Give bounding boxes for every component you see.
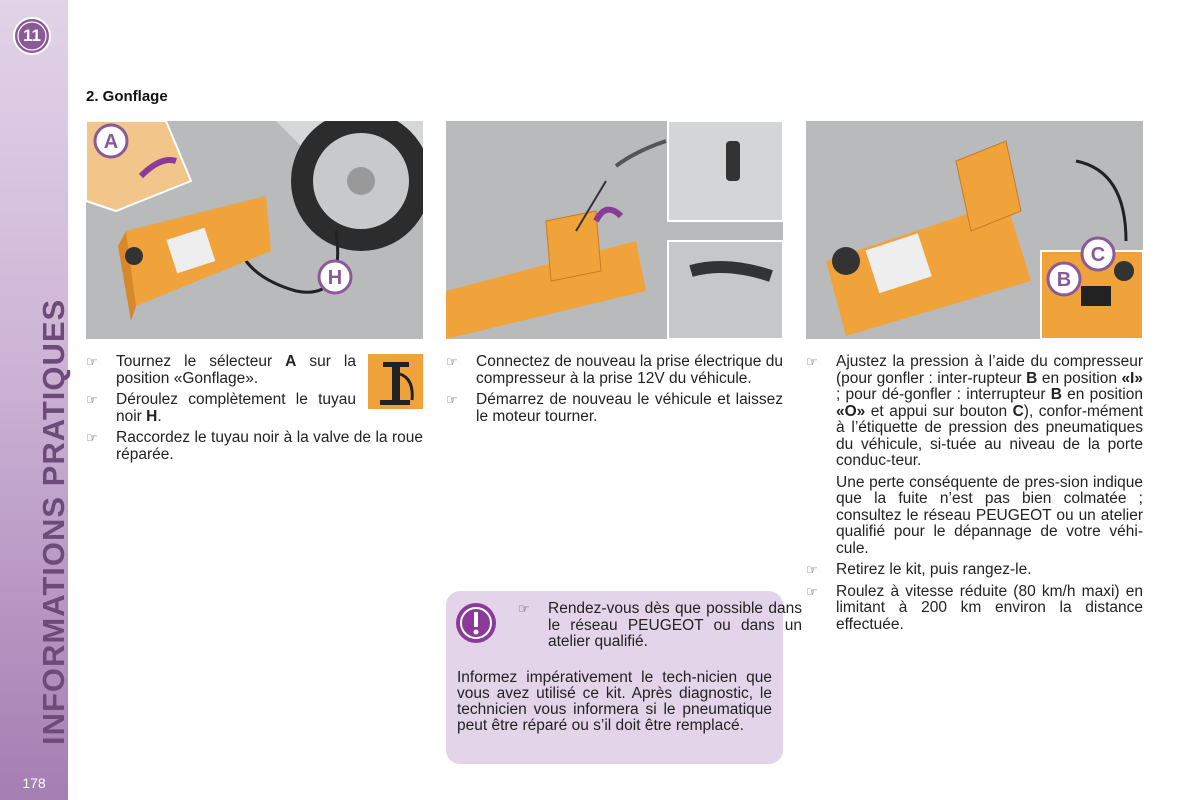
instruction-valve: ☞ Raccordez le tuyau noir à la valve de la roue réparée. — [86, 429, 423, 463]
bullet-icon: ☞ — [86, 354, 98, 369]
instruction-pressure: ☞ Ajustez la pression à l’aide du compresseur (pour gonfler : inter-rupteur B en position «I» ; pour dé-gonfler : interrupteur B en position «O» et appui sur bouton C), confor-mément à l’étiquette de pression des pneumatiques du véhicule, si-tuée au niveau de la porte conduc-teur. — [806, 353, 1143, 469]
pressure-loss-note: Une perte conséquente de pres-sion indique que la fuite n’est pas bien colmatée ; consultez le réseau PEUGEOT ou un atelier qualifié pour le dépannage de votre véhi-cule. — [836, 473, 1143, 557]
bullet-icon: ☞ — [806, 562, 818, 577]
instruction-plug: ☞ Connectez de nouveau la prise électrique du compresseur à la prise 12V du véhicule. — [446, 353, 783, 387]
chapter-sidebar — [0, 0, 71, 800]
column-3 — [806, 354, 1143, 638]
column-2 — [446, 354, 783, 430]
chapter-number: 11 — [23, 26, 41, 45]
compressor-plug-illustration — [446, 121, 783, 339]
label-a: A — [103, 131, 119, 153]
warning-icon — [454, 601, 498, 645]
note-bullet: ☞ Rendez-vous dès que possible dans le réseau PEUGEOT ou dans un atelier qualifié. — [518, 600, 802, 650]
column-1 — [86, 354, 423, 468]
bullet-icon: ☞ — [86, 430, 98, 445]
instruction-hose: ☞ Déroulez complètement le tuyau noir H. — [86, 391, 356, 425]
instruction-drive-slow: ☞ Roulez à vitesse réduite (80 km/h maxi) en limitant à 200 km environ la distance effectuée. — [806, 582, 1143, 633]
chapter-badge — [12, 16, 52, 56]
bullet-icon: ☞ — [86, 392, 98, 407]
instruction-store-kit: ☞ Retirez le kit, puis rangez-le. — [806, 561, 1032, 578]
page-number: 178 — [22, 775, 46, 791]
instruction-engine: ☞ Démarrez de nouveau le véhicule et laissez le moteur tourner. — [446, 391, 783, 425]
bullet-icon: ☞ — [518, 601, 530, 616]
section-heading: 2. Gonflage — [86, 88, 168, 105]
label-c: C — [1090, 244, 1106, 266]
label-b: B — [1056, 269, 1072, 291]
note-paragraph: Informez impérativement le tech-nicien que vous avez utilisé ce kit. Après diagnostic, le technicien vous informera si le pneumatique peut être réparé ou s’il doit être remplacé. — [457, 669, 772, 734]
compressor-selector-illustration — [86, 121, 423, 339]
label-h: H — [327, 267, 343, 289]
compressor-switches-illustration — [806, 121, 1143, 339]
warning-note — [446, 591, 802, 764]
bullet-icon: ☞ — [806, 583, 818, 599]
instruction-selector: ☞ Tournez le sélecteur A sur la position «Gonflage». — [86, 353, 356, 387]
bullet-icon: ☞ — [806, 354, 818, 369]
bullet-icon: ☞ — [446, 392, 458, 407]
section-title: INFORMATIONS PRATIQUES — [36, 298, 71, 745]
bullet-icon: ☞ — [446, 354, 458, 369]
